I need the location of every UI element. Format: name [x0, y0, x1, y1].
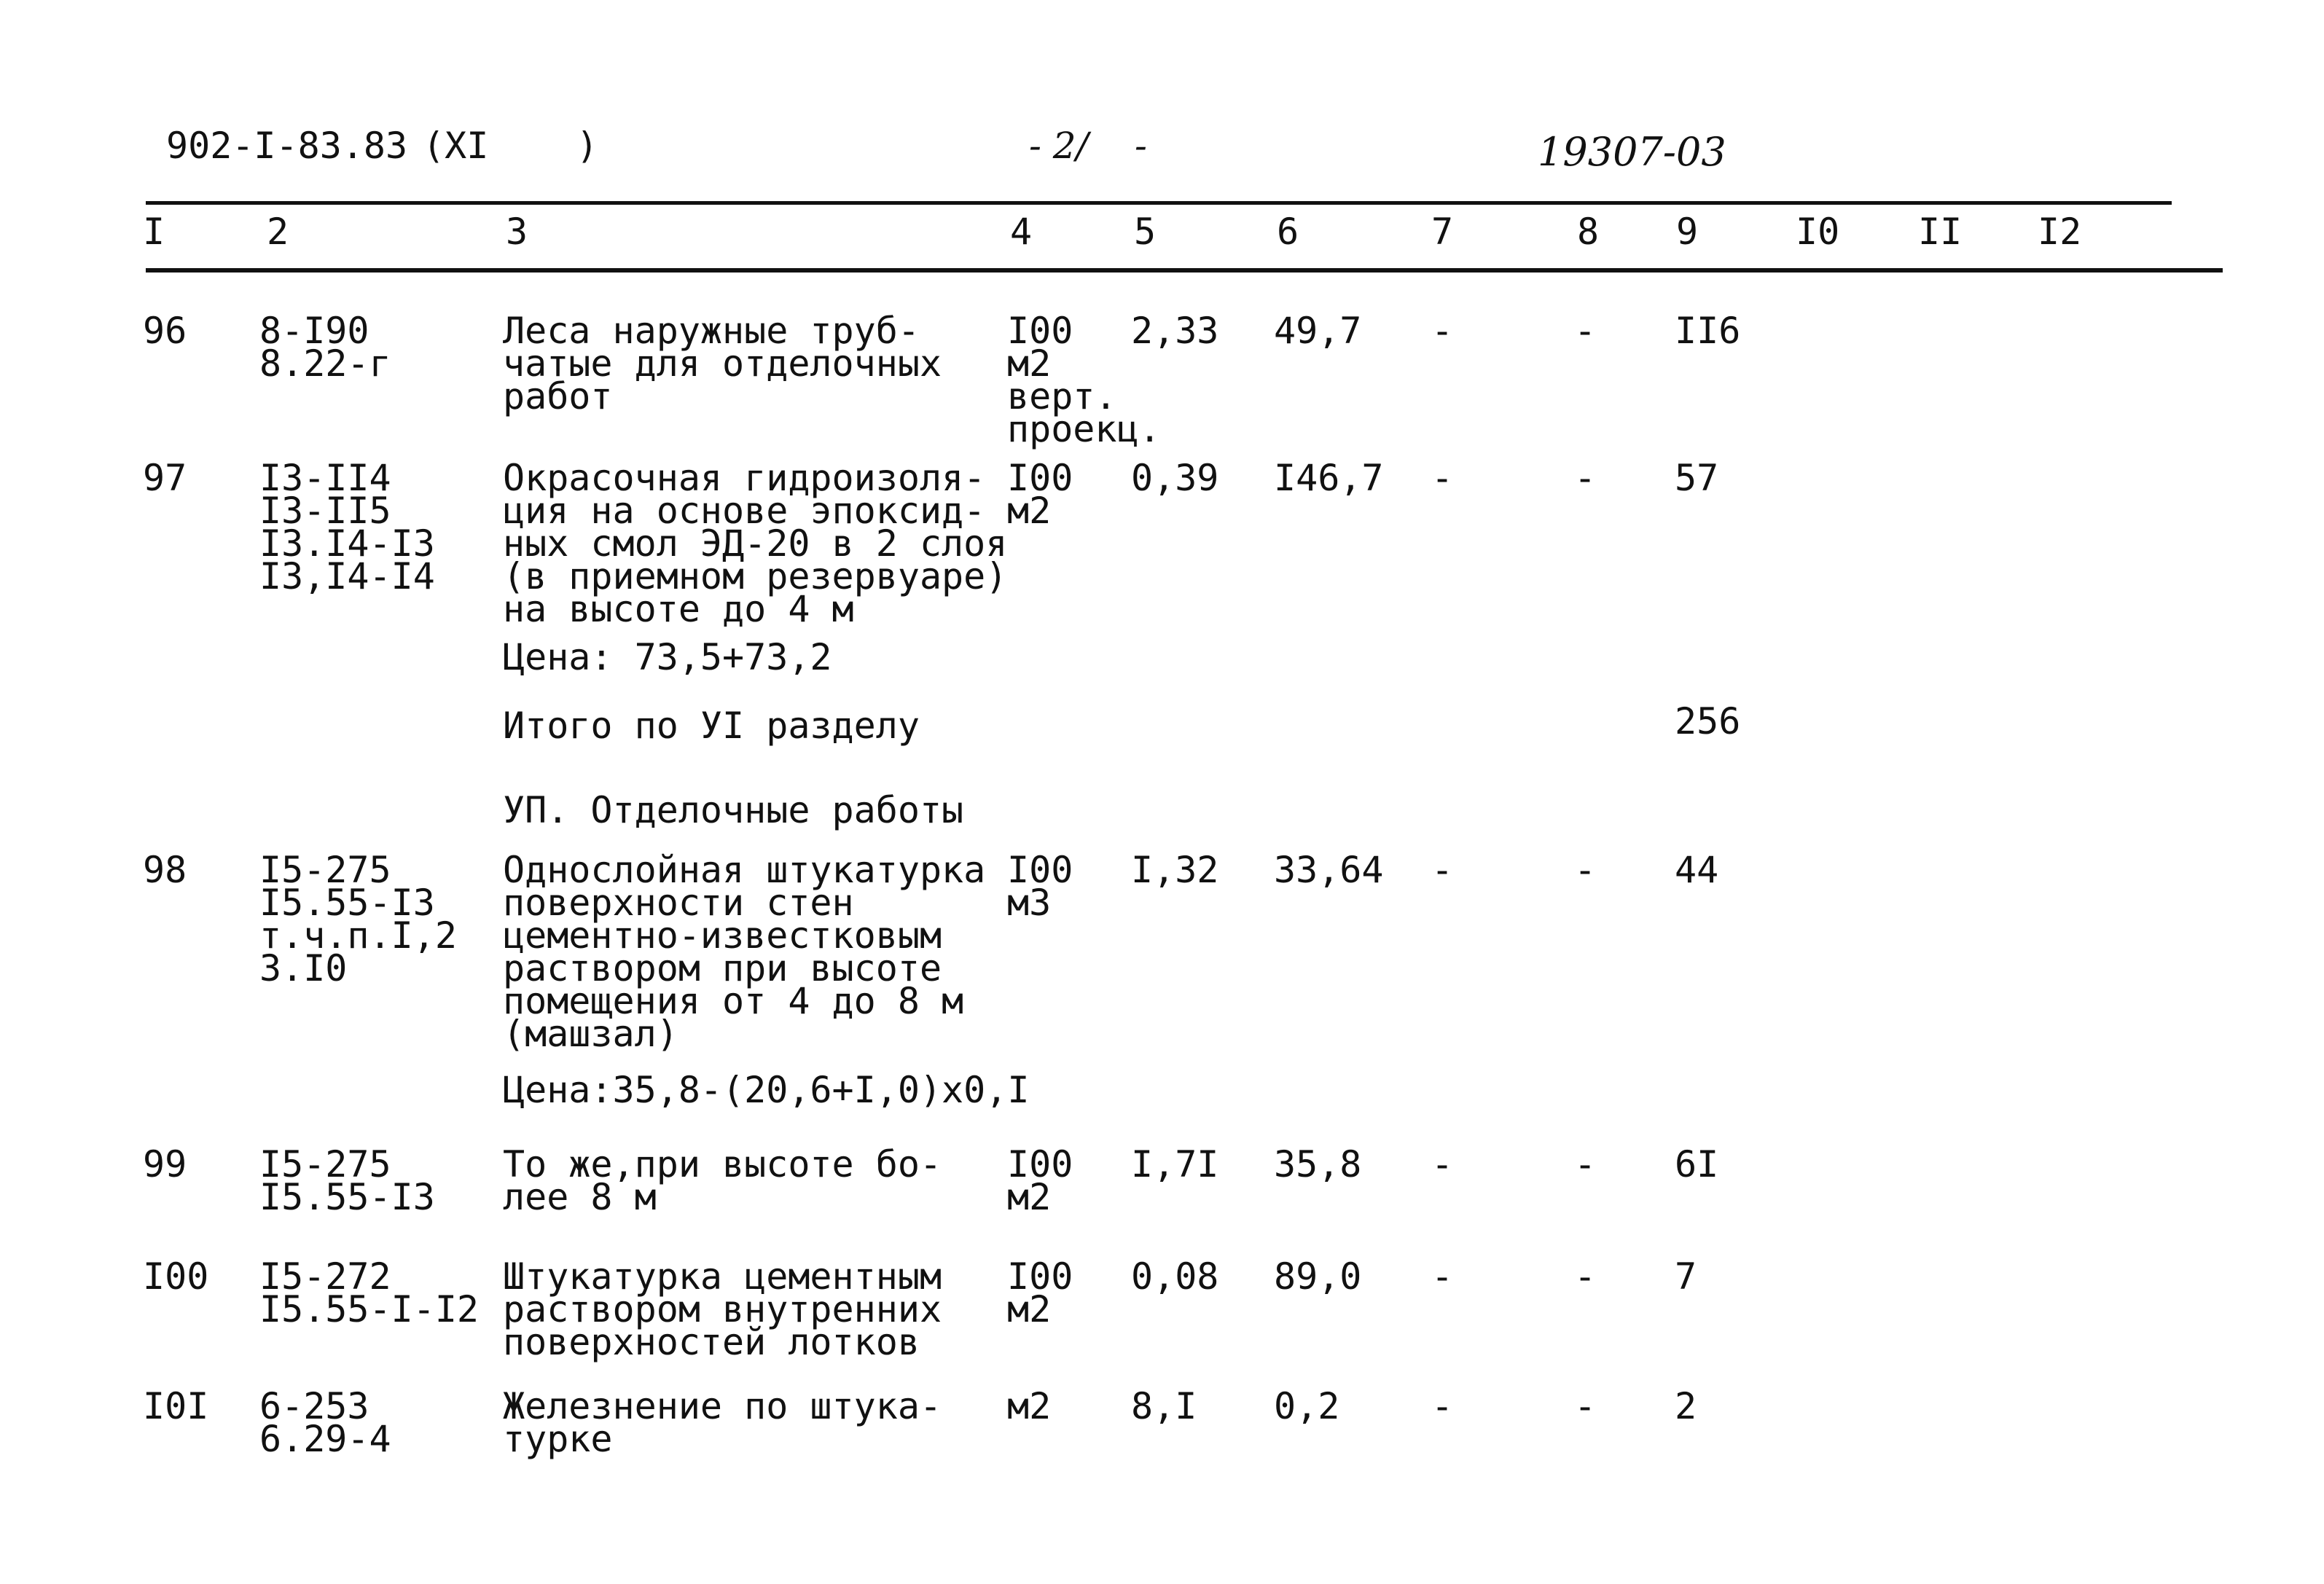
- row-number: I00: [143, 1255, 209, 1298]
- row-col9: 7: [1675, 1255, 1697, 1298]
- row-description: То же,при высоте бо- лее 8 м: [503, 1143, 942, 1218]
- column-header-2: 2: [267, 211, 289, 253]
- column-header-7: 7: [1431, 211, 1454, 253]
- row-description: Окрасочная гидроизоля- ция на основе эпоксид- ных смол ЭД-20 в 2 слоя (в приемном резервуаре) на высоте до 4 м: [503, 457, 1008, 630]
- column-header-9: 9: [1676, 211, 1699, 253]
- row-quantity: I,32: [1131, 849, 1219, 891]
- row-price: 33,64: [1274, 849, 1384, 891]
- row-code: I5-272 I5.55-I-I2: [259, 1255, 480, 1330]
- column-header-8: 8: [1577, 211, 1600, 253]
- row-unit: I00 м2: [1007, 1143, 1073, 1218]
- row-code: I5-275 I5.55-I3 т.ч.п.I,2 3.I0: [259, 849, 457, 989]
- row-code: 8-I90 8.22-г: [259, 310, 391, 385]
- row-price: 89,0: [1274, 1255, 1362, 1298]
- column-header-6: 6: [1277, 211, 1299, 253]
- row-quantity: 8,I: [1131, 1385, 1197, 1427]
- row-description: Железнение по штука- турке: [503, 1385, 942, 1460]
- row-quantity: 0,08: [1131, 1255, 1219, 1298]
- page-number: - 2/ -: [1029, 125, 1147, 167]
- row-price: I46,7: [1274, 457, 1384, 499]
- row-unit: I00 м2: [1007, 1255, 1073, 1330]
- row-col8: -: [1574, 1255, 1597, 1298]
- row-col9: 57: [1675, 457, 1719, 499]
- row-unit: I00 м2: [1007, 457, 1073, 532]
- row-col7: -: [1431, 457, 1454, 499]
- row-price: 49,7: [1274, 310, 1362, 352]
- row-col9: II6: [1675, 310, 1741, 352]
- row-description: Леса наружные труб- чатые для отделочных работ: [503, 310, 942, 417]
- section-title: УП. Отделочные работы: [503, 789, 964, 831]
- subtotal-value: 256: [1675, 700, 1741, 742]
- column-header-11: II: [1918, 211, 1963, 253]
- row-col8: -: [1574, 1143, 1597, 1185]
- row-quantity: 0,39: [1131, 457, 1219, 499]
- row-col9: 2: [1675, 1385, 1697, 1427]
- column-header-4: 4: [1010, 211, 1033, 253]
- column-header-3: 3: [506, 211, 528, 253]
- subtotal-label: Итого по УI разделу: [503, 705, 920, 747]
- row-description: Штукатурка цементным раствором внутренних поверхностей лотков: [503, 1255, 942, 1363]
- row-code: I3-II4 I3-II5 I3.I4-I3 I3,I4-I4: [259, 457, 435, 597]
- row-unit: I00 м3: [1007, 849, 1073, 924]
- row-number: 98: [143, 849, 187, 891]
- row-number: 99: [143, 1143, 187, 1185]
- price-note: Цена:35,8-(20,6+I,0)x0,I: [503, 1069, 1030, 1111]
- column-header-12: I2: [2038, 211, 2082, 253]
- row-quantity: 2,33: [1131, 310, 1219, 352]
- row-col7: -: [1431, 310, 1454, 352]
- column-header-5: 5: [1134, 211, 1157, 253]
- row-col7: -: [1431, 1143, 1454, 1185]
- row-code: I5-275 I5.55-I3: [259, 1143, 435, 1218]
- row-description: Однослойная штукатурка поверхности стен цементно-известковым раствором при высоте помещения от 4 до 8 м (машзал): [503, 849, 986, 1055]
- row-col8: -: [1574, 1385, 1597, 1427]
- row-col7: -: [1431, 1385, 1454, 1427]
- header-bottom-rule: [146, 268, 2223, 273]
- row-col8: -: [1574, 310, 1597, 352]
- row-number: 97: [143, 457, 187, 499]
- row-code: 6-253 6.29-4: [259, 1385, 391, 1460]
- row-price: 0,2: [1274, 1385, 1340, 1427]
- row-unit: м2: [1007, 1385, 1052, 1427]
- row-col9: 44: [1675, 849, 1719, 891]
- document-subtitle: (XI ): [423, 125, 598, 167]
- row-quantity: I,7I: [1131, 1143, 1219, 1185]
- row-price: 35,8: [1274, 1143, 1362, 1185]
- column-header-1: I: [143, 211, 165, 253]
- column-header-10: I0: [1796, 211, 1840, 253]
- row-col8: -: [1574, 457, 1597, 499]
- price-note: Цена: 73,5+73,2: [503, 636, 832, 678]
- document-code: 902-I-83.83: [166, 125, 408, 167]
- header-top-rule: [146, 201, 2172, 205]
- row-number: 96: [143, 310, 187, 352]
- row-unit: I00 м2 верт. проекц.: [1007, 310, 1161, 450]
- row-number: I0I: [143, 1385, 209, 1427]
- document-number: 19307-03: [1538, 129, 1726, 175]
- row-col8: -: [1574, 849, 1597, 891]
- row-col7: -: [1431, 1255, 1454, 1298]
- row-col7: -: [1431, 849, 1454, 891]
- row-col9: 6I: [1675, 1143, 1719, 1185]
